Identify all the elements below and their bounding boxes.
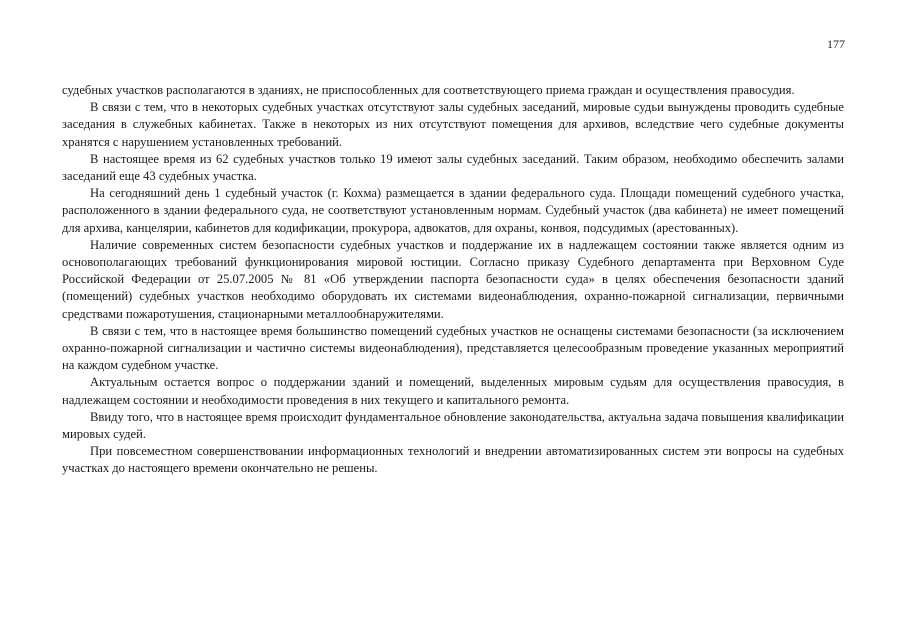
- paragraph: Наличие современных систем безопасности судебных участков и поддержание их в надлежащем состоянии также является одним из основополагающих требований функционирования мировой юстиции. Согласно приказу Судебного департамента при Верховном Суде Российской Федерации от 25.07.2005 № 81 «Об утверждении паспорта безопасности суда» в целях обеспечения безопасности зданий (помещений) судебных участков необходимо оборудовать их системами видеонаблюдения, охранно-пожарной сигнализации, первичными средствами пожаротушения, стационарными металлообнаружителями.: [62, 237, 844, 321]
- paragraph: Актуальным остается вопрос о поддержании зданий и помещений, выделенных мировым судьям для осуществления правосудия, в надлежащем состоянии и необходимости проведения в них текущего и капитального ремонта.: [62, 375, 844, 407]
- paragraph: Ввиду того, что в настоящее время происходит фундаментальное обновление законодательства, актуальна задача повышения квалификации мировых судей.: [62, 409, 844, 442]
- paragraph: При повсеместном совершенствовании информационных технологий и внедрении автоматизированных систем эти вопросы на судебных участках до настоящего времени окончательно не решены.: [62, 444, 844, 476]
- paragraph: судебных участков располагаются в зданиях, не приспособленных для соответствующего приема граждан и осуществления правосудия.: [62, 83, 795, 97]
- paragraph: В связи с тем, что в настоящее время большинство помещений судебных участков не оснащены системами безопасности (за исключением охранно-пожарной сигнализации и частично системы видеонаблюдения), представляется целесообразным проведение указанных мероприятий на каждом судебном участке.: [62, 323, 844, 373]
- paragraph: В настоящее время из 62 судебных участков только 19 имеют залы судебных заседаний. Таким образом, необходимо обеспечить залами заседаний еще 43 судебных участка.: [62, 151, 844, 184]
- page-number: 177: [827, 37, 845, 51]
- paragraph: В связи с тем, что в некоторых судебных участках отсутствуют залы судебных заседаний, мировые судьи вынуждены проводить судебные заседания в служебных кабинетах. Также в некоторых из них отсутствуют помещения для архивов, вследствие чего судебные документы хранятся с нарушением установленных требований.: [62, 100, 844, 149]
- paragraph: На сегодняшний день 1 судебный участок (г. Кохма) размещается в здании федерального суда. Площади помещений судебного участка, расположенного в здании федерального суда, не соответствуют установленным нормам. Судебный участок (два кабинета) не имеет помещений для архива, канцелярии, кабинетов для кодификации, прокурора, адвокатов, для охраны, конвоя, подсудимых (арестованных).: [62, 186, 844, 235]
- document-body: [62, 82, 844, 478]
